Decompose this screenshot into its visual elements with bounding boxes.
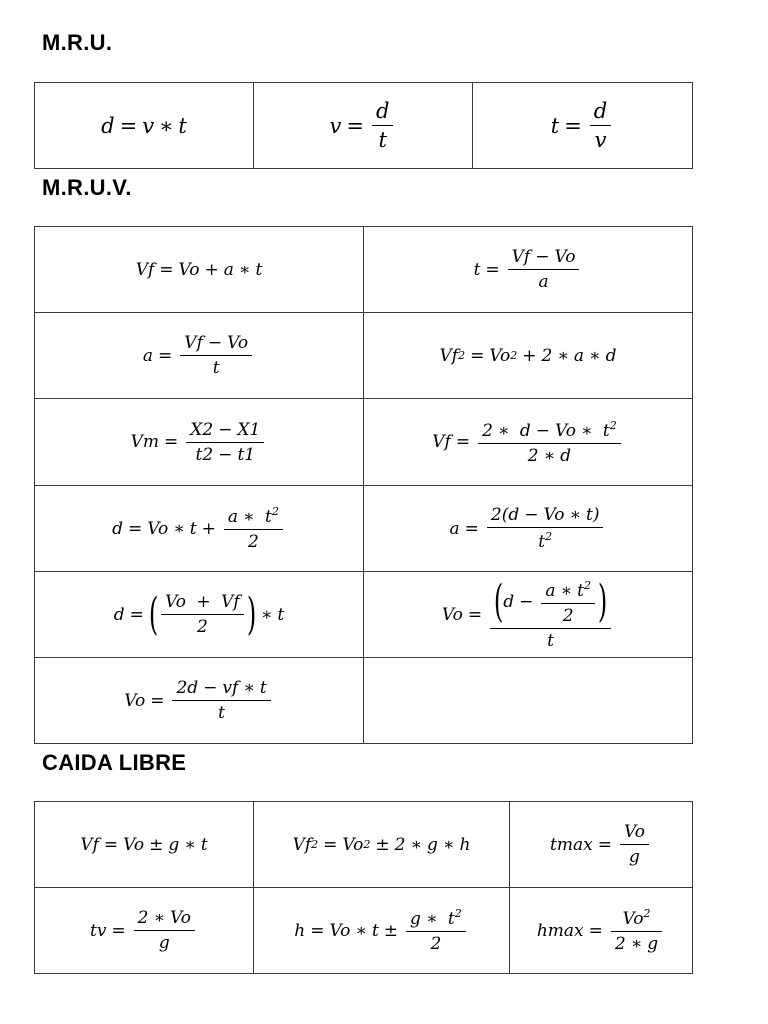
formula-acceleration: a = $\frac{Vf - Vo}{t}$ [35,313,364,399]
formula-time-from-velocities: t = $\frac{Vf - Vo}{a}$ [364,227,693,313]
formula-time: t = $\frac{d}{v}$ [473,83,693,169]
formula-initial-velocity: Vo = $\frac{2d - vf ∗ t}{t}$ [35,658,364,744]
section-title-mruv: M.R.U.V. [42,175,132,200]
mruv-formula-table [34,226,693,744]
formula-velocity-squared: Vf 2 = Vo 2 + 2 ∗ a ∗ d [364,313,693,399]
formula-free-fall-velocity-squared: Vf 2 = Vo 2 ± 2 ∗ g ∗ h [254,802,510,888]
formula-distance-mean-velocity: d = ( $\frac{Vo + Vf}{2}$ ) ∗ t [35,572,364,658]
formula-initial-velocity-from-distance: Vo = ( d − $\frac{a ∗ t^2}{2}$ ) t [364,572,693,658]
formula-final-velocity: Vf = Vo + a ∗ t [35,227,364,313]
formula-distance: d = v ∗ t [35,83,254,169]
formula-acceleration-from-distance: a = $\frac{2(d - Vo ∗ t)}{t^2}$ [364,486,693,572]
formula-height: h = Vo ∗ t ± $\frac{g ∗ t^2}{2}$ [254,888,510,974]
formula-max-time: tmax = $\frac{Vo}{g}$ [510,802,693,888]
formula-flight-time: tv = $\frac{2 ∗ Vo}{g}$ [35,888,254,974]
formula-max-height: hmax = $\frac{Vo^2}{2 ∗ g}$ [510,888,693,974]
formula-mean-velocity: Vm = $\frac{X2 - X1}{t2 - t1}$ [35,399,364,486]
section-title-mru: M.R.U. [42,30,113,55]
section-title-caida-libre: CAIDA LIBRE [42,750,187,775]
formula-final-velocity-from-distance: Vf = $\frac{2 ∗ d - Vo ∗ t^2}{2 ∗ d}$ [364,399,693,486]
empty-cell [364,658,693,744]
mru-formula-table [34,82,693,169]
formula-velocity: v = $\frac{d}{t}$ [254,83,473,169]
formula-distance-accelerated: d = Vo ∗ t + $\frac{a ∗ t^2}{2}$ [35,486,364,572]
formula-free-fall-velocity: Vf = Vo ± g ∗ t [35,802,254,888]
caida-libre-formula-table [34,801,693,974]
